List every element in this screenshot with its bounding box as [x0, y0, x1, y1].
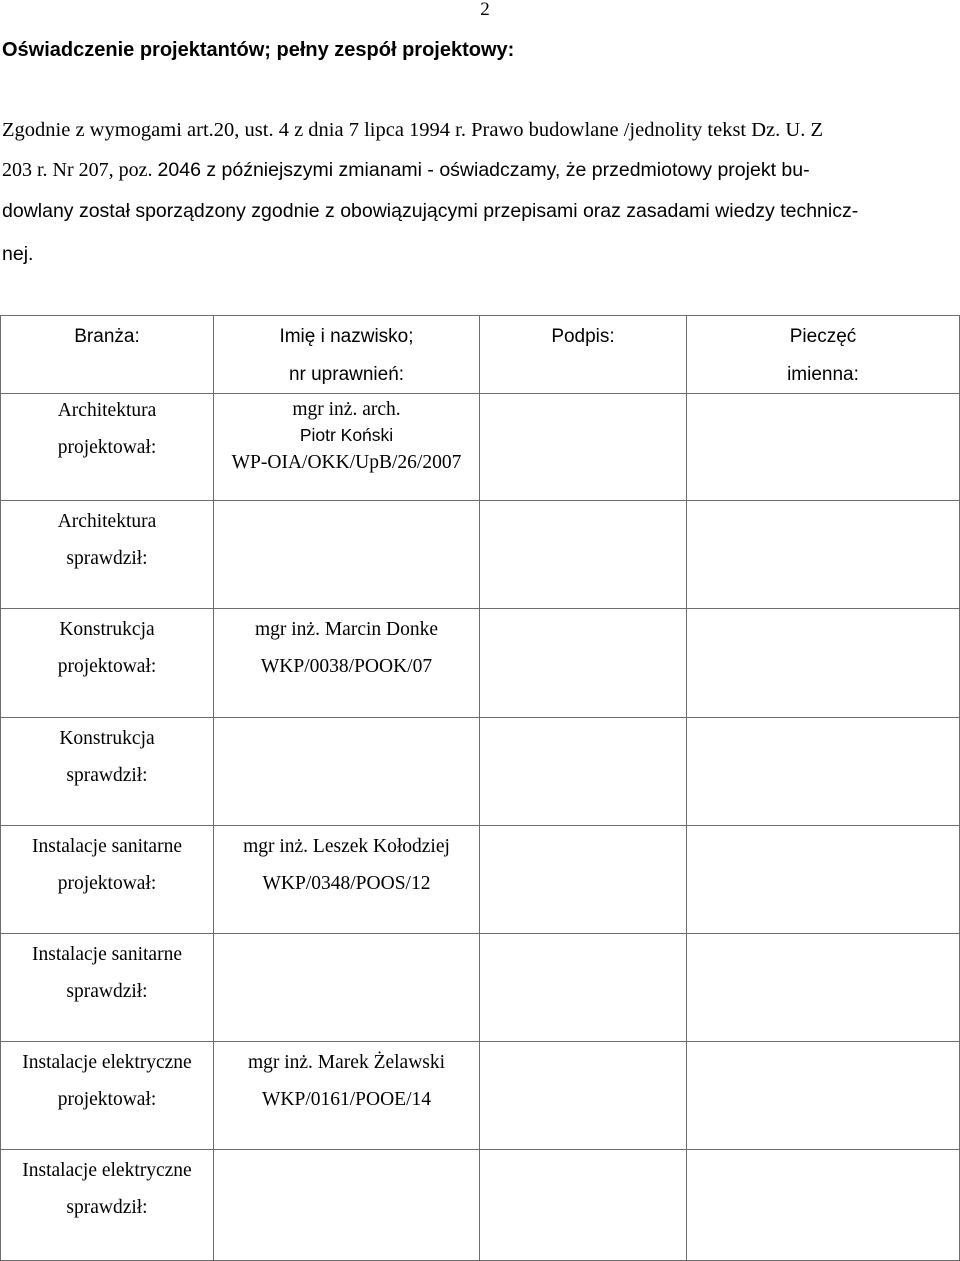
license-number: WKP/0161/POOE/14 — [261, 1089, 431, 1110]
statement-line-3: dowlany został sporządzony zgodnie z obowiązującymi przepisami oraz zasadami wiedzy technicz- — [2, 200, 859, 222]
table-row — [1, 718, 960, 826]
statement-line-2 — [2, 158, 810, 182]
branch-cell — [1, 1150, 214, 1261]
stamp-cell — [687, 1150, 960, 1261]
header-name — [214, 316, 480, 394]
statement-line-2-start: 203 r. Nr 207, poz. — [2, 159, 158, 181]
statement-line-2-rest: 2046 z późniejszymi zmianami - oświadczamy, że przedmiotowy projekt bu- — [157, 159, 810, 181]
role-label: sprawdził: — [66, 981, 148, 1002]
role-label: sprawdził: — [66, 1197, 148, 1218]
branch-cell — [1, 1042, 214, 1150]
table-header-row — [1, 316, 960, 394]
stamp-cell — [687, 934, 960, 1042]
role-label: projektował: — [57, 656, 157, 677]
header-stamp — [687, 316, 960, 394]
page-title: Oświadczenie projektantów; pełny zespół projektowy: — [2, 39, 515, 61]
name-cell — [214, 718, 480, 826]
person-name: mgr inż. Leszek Kołodziej — [243, 836, 450, 857]
branch-cell — [1, 394, 214, 501]
table-row — [1, 1150, 960, 1261]
stamp-cell — [687, 718, 960, 826]
header-branza-label: Branża: — [74, 326, 140, 347]
branch-name: Instalacje sanitarne — [32, 836, 182, 857]
header-stamp-line1: Pieczęć — [789, 326, 857, 347]
branch-name: Konstrukcja — [59, 728, 155, 749]
person-name: mgr inż. Marek Żelawski — [247, 1052, 446, 1073]
page-number: 2 — [480, 0, 490, 20]
branch-cell — [1, 609, 214, 718]
signature-cell — [480, 1042, 687, 1150]
name-cell — [214, 609, 480, 718]
person-name: mgr inż. Marcin Donke — [254, 619, 439, 640]
name-cell — [214, 934, 480, 1042]
branch-name: Architektura — [57, 511, 157, 532]
table-row — [1, 394, 960, 501]
signature-cell — [480, 826, 687, 934]
header-stamp-line2: imienna: — [787, 364, 859, 385]
name-cell — [214, 394, 480, 501]
name-cell — [214, 1042, 480, 1150]
table-row — [1, 826, 960, 934]
role-label: sprawdził: — [66, 765, 148, 786]
branch-cell — [1, 501, 214, 609]
person-name: Piotr Koński — [299, 425, 394, 445]
branch-name: Instalacje elektryczne — [22, 1052, 192, 1073]
name-cell — [214, 1150, 480, 1261]
stamp-cell — [687, 1042, 960, 1150]
branch-name: Instalacje sanitarne — [32, 944, 182, 965]
role-label: projektował: — [57, 1089, 157, 1110]
stamp-cell — [687, 394, 960, 501]
table-row — [1, 934, 960, 1042]
signature-table — [0, 315, 960, 1261]
branch-name: Architektura — [57, 400, 157, 421]
signature-cell — [480, 934, 687, 1042]
signature-cell — [480, 1150, 687, 1261]
header-signature-label: Podpis: — [551, 326, 615, 347]
header-signature — [480, 316, 687, 394]
header-name-line2: nr uprawnień: — [288, 364, 405, 385]
table-row — [1, 609, 960, 718]
stamp-cell — [687, 826, 960, 934]
role-label: projektował: — [57, 873, 157, 894]
signature-cell — [480, 394, 687, 501]
branch-cell — [1, 826, 214, 934]
branch-cell — [1, 718, 214, 826]
table-row — [1, 1042, 960, 1150]
signature-cell — [480, 501, 687, 609]
statement-line-4: nej. — [2, 243, 34, 265]
signature-cell — [480, 718, 687, 826]
person-title: mgr inż. arch. — [292, 399, 401, 420]
branch-name: Instalacje elektryczne — [22, 1160, 192, 1181]
name-cell — [214, 826, 480, 934]
table-row — [1, 501, 960, 609]
license-number: WKP/0348/POOS/12 — [262, 873, 431, 894]
role-label: sprawdził: — [66, 548, 148, 569]
stamp-cell — [687, 501, 960, 609]
role-label: projektował: — [57, 437, 157, 458]
stamp-cell — [687, 609, 960, 718]
header-branza — [1, 316, 214, 394]
signature-cell — [480, 609, 687, 718]
branch-cell — [1, 934, 214, 1042]
license-number: WKP/0038/POOK/07 — [260, 656, 433, 677]
branch-name: Konstrukcja — [59, 619, 155, 640]
header-name-line1: Imię i nazwisko; — [279, 326, 414, 347]
name-block — [214, 394, 479, 480]
name-cell — [214, 501, 480, 609]
statement-line-1: Zgodnie z wymogami art.20, ust. 4 z dnia 7 lipca 1994 r. Prawo budowlane /jednolity tekst Dz. U. Z — [2, 119, 823, 141]
license-number: WP-OIA/OKK/UpB/26/2007 — [231, 452, 462, 473]
